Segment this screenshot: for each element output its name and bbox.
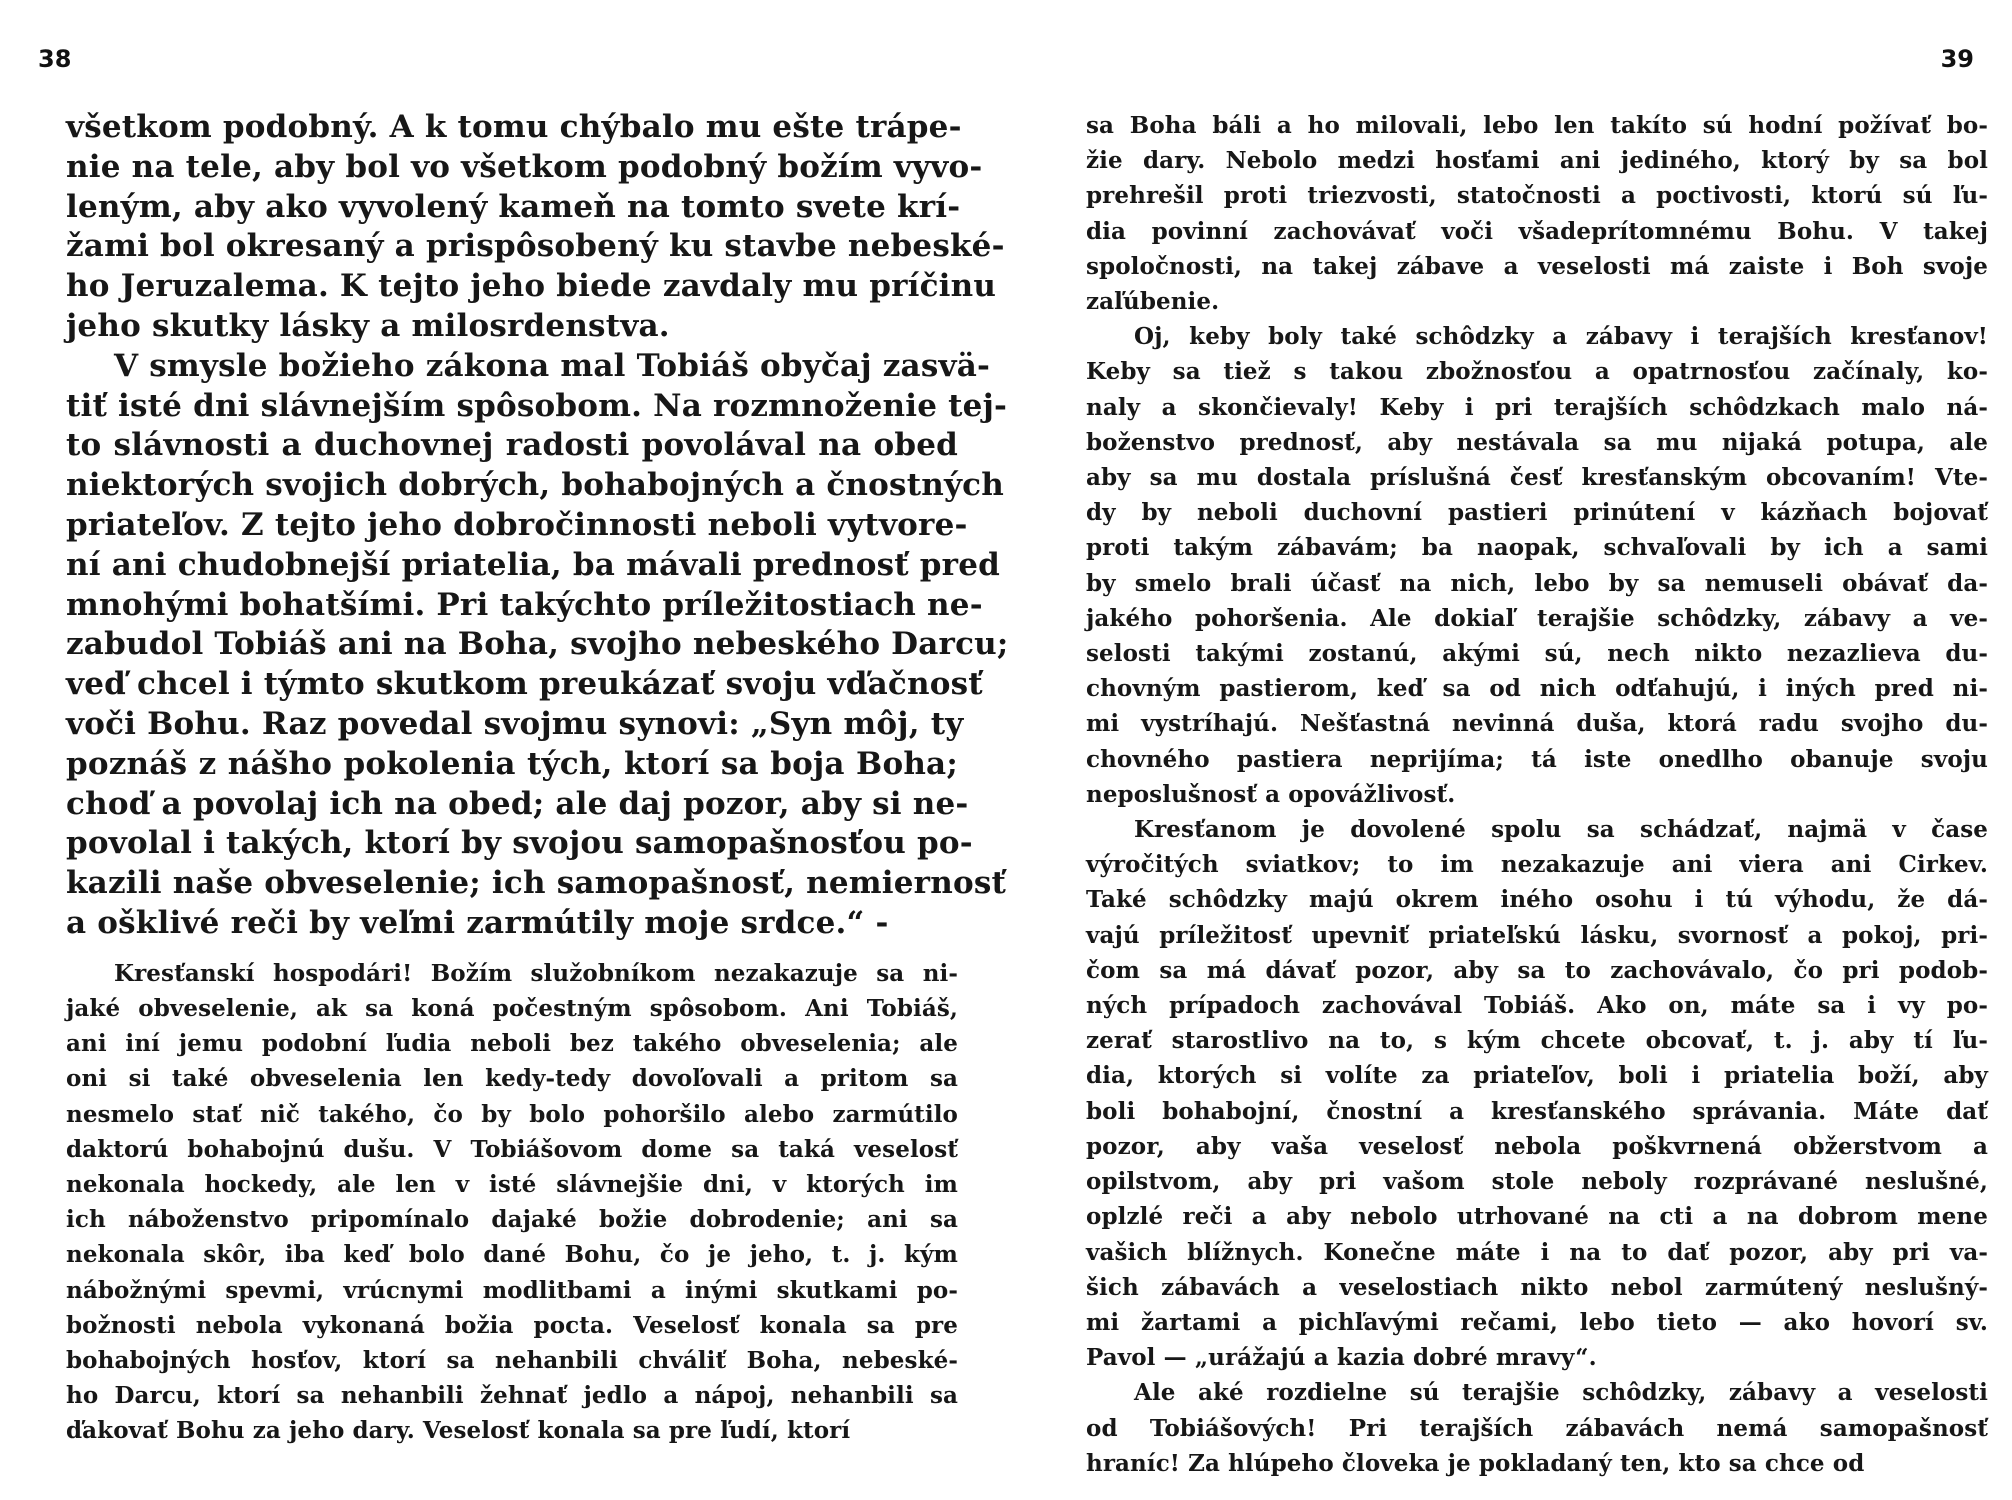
text-line: šich zábavách a veselostiach nikto nebol zarmútený neslušný- <box>1086 1273 1988 1301</box>
text-line: to slávnosti a duchovnej radosti povolával na obed <box>66 427 958 464</box>
page-text <box>66 108 1009 1449</box>
text-line: vašich blížnych. Konečne máte i na to dať pozor, aby pri va- <box>1086 1238 1988 1266</box>
text-line: zerať starostlivo na to, s kým chcete obcovať, t. j. aby tí ľu- <box>1086 1027 1988 1055</box>
text-line: Také schôdzky majú okrem iného osohu i tú výhodu, že dá- <box>1086 886 1988 914</box>
text-line: by smelo brali účasť na nich, lebo by sa nemuseli obávať da- <box>1086 569 1988 597</box>
text-line: ich náboženstvo pripomínalo dajaké božie dobrodenie; ani sa <box>66 1206 958 1234</box>
text-line: zabudol Tobiáš ani na Boha, svojho nebeského Darcu; <box>66 626 1009 663</box>
text-line: žami bol okresaný a prispôsobený ku stavbe nebeské- <box>66 228 1005 265</box>
text-line: nábožnými spevmi, vrúcnymi modlitbami a inými skutkami po- <box>66 1276 958 1304</box>
text-line: Oj, keby boly také schôdzky a zábavy i terajších kresťanov! <box>1134 323 1988 351</box>
paragraph <box>1086 812 1988 1375</box>
text-line: naly a skončievaly! Keby i pri terajších schôdzkach malo ná- <box>1086 393 1988 421</box>
text-line: nekonala hockedy, ale len v isté slávnejšie dni, v ktorých im <box>66 1170 958 1198</box>
page-number: 38 <box>38 45 72 73</box>
text-line: oni si také obveselenia len kedy-tedy dovoľovali a pritom sa <box>66 1065 958 1093</box>
text-line: ho Darcu, ktorí sa nehanbili žehnať jedlo a nápoj, nehanbili sa <box>66 1382 958 1410</box>
text-line: poznáš z nášho pokolenia tých, ktorí sa boja Boha; <box>66 745 958 782</box>
text-line: vajú príležitosť upevniť priateľskú lásku, svornosť a pokoj, pri- <box>1086 921 1988 949</box>
text-line: kazili naše obveselenie; ich samopašnosť, nemiernosť <box>66 865 1006 902</box>
text-line: ných prípadoch zachovával Tobiáš. Ako on, máte sa i vy po- <box>1086 992 1988 1020</box>
text-line: ani iní jemu podobní ľudia neboli bez takého obveselenia; ale <box>66 1030 958 1058</box>
text-line: selosti takými zostanú, akými sú, nech nikto nezazlieva du- <box>1086 640 1988 668</box>
text-line: bohabojných hosťov, ktorí sa nehanbili chváliť Boha, nebeské- <box>66 1346 958 1374</box>
text-line: proti takým zábavám; ba naopak, schvaľovali by ich a sami <box>1086 534 1988 562</box>
text-line: jakého pohoršenia. Ale dokiaľ terajšie schôdzky, zábavy a ve- <box>1086 604 1988 632</box>
text-line: priateľov. Z tejto jeho dobročinnosti neboli vytvore- <box>66 506 968 543</box>
text-line: Kresťanom je dovolené spolu sa schádzať, najmä v čase <box>1134 816 1988 844</box>
small-print-section <box>1086 108 1988 1481</box>
text-line: boženstvo prednosť, aby nestávala sa mu nijaká potupa, ale <box>1086 428 1988 456</box>
text-line: nie na tele, aby bol vo všetkom podobný božím vyvo- <box>66 148 983 185</box>
text-line: prehrešil proti triezvosti, statočnosti a poctivosti, ktorú sú ľu- <box>1086 182 1988 210</box>
text-line: oplzlé reči a aby nebolo utrhované na cti a na dobrom mene <box>1086 1203 1988 1231</box>
text-line: božnosti nebola vykonaná božia pocta. Veselosť konala sa pre <box>66 1311 958 1339</box>
text-line: ďakovať Bohu za jeho dary. Veselosť konala sa pre ľudí, ktorí <box>66 1417 851 1445</box>
text-line: sa Boha báli a ho milovali, lebo len takíto sú hodní požívať bo- <box>1086 112 1988 139</box>
page-text <box>1086 108 1988 1481</box>
small-print-section <box>66 956 958 1449</box>
text-line: niektorých svojich dobrých, bohabojných a čnostných <box>66 467 1004 504</box>
section-gap <box>66 944 958 956</box>
text-line: čom sa má dávať pozor, aby sa to zachovávalo, čo pri podob- <box>1086 956 1988 984</box>
text-line: Ale aké rozdielne sú terajšie schôdzky, zábavy a veselosti <box>1134 1379 1988 1407</box>
text-line: od Tobiášových! Pri terajších zábavách nemá samopašnosť <box>1086 1414 1988 1442</box>
paragraph <box>1086 1375 1988 1481</box>
text-line: jaké obveselenie, ak sa koná počestným spôsobom. Ani Tobiáš, <box>66 994 958 1022</box>
text-line: povolal i takých, ktorí by svojou samopašnosťou po- <box>66 825 973 862</box>
text-line: ní ani chudobnejší priatelia, ba mávali prednosť pred <box>66 546 1001 583</box>
text-line: žie dary. Nebolo medzi hosťami ani jediného, ktorý by sa bol <box>1086 147 1988 175</box>
text-line: daktorú bohabojnú dušu. V Tobiášovom dome sa taká veselosť <box>66 1135 958 1163</box>
text-line: pozor, aby vaša veselosť nebola poškvrnená obžerstvom a <box>1086 1132 1988 1160</box>
text-line: spoločnosti, na takej zábave a veselosti má zaiste i Boh svoje <box>1086 252 1988 280</box>
text-line: hraníc! Za hlúpeho človeka je pokladaný ten, kto sa chce od <box>1086 1449 1865 1477</box>
text-line: mnohými bohatšími. Pri takýchto príležitostiach ne- <box>66 586 983 623</box>
text-line: veď chcel i týmto skutkom preukázať svoju vďačnosť <box>66 666 983 703</box>
text-line: Pavol — „urážajú a kazia dobré mravy“. <box>1086 1344 1597 1372</box>
text-line: ho Jeruzalema. K tejto jeho biede zavdaly mu príčinu <box>66 268 997 305</box>
text-line: Kresťanskí hospodári! Božím služobníkom nezakazuje sa ni- <box>114 959 958 987</box>
right-page <box>1006 0 2012 1500</box>
text-line: dia povinní zachovávať voči všadeprítomnému Bohu. V takej <box>1086 217 1988 245</box>
text-line: opilstvom, aby pri vašom stole neboly rozprávané neslušné, <box>1086 1168 1988 1196</box>
text-line: leným, aby ako vyvolený kameň na tomto svete krí- <box>66 188 961 225</box>
text-line: nekonala skôr, iba keď bolo dané Bohu, čo je jeho, t. j. kým <box>66 1241 958 1269</box>
text-line: neposlušnosť a opovážlivosť. <box>1086 780 1456 808</box>
text-line: zaľúbenie. <box>1086 288 1220 316</box>
paragraph <box>1086 319 1988 812</box>
text-line: V smysle božieho zákona mal Tobiáš obyčaj zasvä- <box>114 347 991 384</box>
paragraph <box>66 956 958 1449</box>
page-number: 39 <box>1940 45 1974 73</box>
text-line: mi vystríhajú. Nešťastná nevinná duša, ktorá radu svojho du- <box>1086 710 1988 738</box>
text-line: všetkom podobný. A k tomu chýbalo mu ešte trápe- <box>66 109 962 145</box>
text-line: chovným pastierom, keď sa od nich odťahujú, i iných pred ni- <box>1086 675 1988 703</box>
text-line: boli bohabojní, čnostní a kresťanského správania. Máte dať <box>1086 1097 1988 1125</box>
text-line: voči Bohu. Raz povedal svojmu synovi: „Syn môj, ty <box>66 705 964 742</box>
text-line: choď a povolaj ich na obed; ale daj pozor, aby si ne- <box>66 785 969 822</box>
text-line: a ošklivé reči by veľmi zarmútily moje srdce.“ - <box>66 904 889 941</box>
text-line: chovného pastiera neprijíma; tá iste onedlho obanuje svoju <box>1086 745 1988 773</box>
text-line: aby sa mu dostala príslušná česť kresťanským obcovaním! Vte- <box>1086 464 1988 492</box>
paragraph <box>1086 108 1988 319</box>
text-line: nesmelo stať nič takého, čo by bolo pohoršilo alebo zarmútilo <box>66 1100 958 1128</box>
text-line: jeho skutky lásky a milosrdenstva. <box>66 307 670 344</box>
text-line: dia, ktorých si volíte za priateľov, boli i priatelia boží, aby <box>1086 1062 1988 1090</box>
text-line: výročitých sviatkov; to im nezakazuje ani viera ani Cirkev. <box>1086 851 1988 879</box>
text-line: dy by neboli duchovní pastieri prinútení v kázňach bojovať <box>1086 499 1988 527</box>
paragraph <box>66 347 1009 944</box>
large-print-section <box>66 108 1009 944</box>
text-line: tiť isté dni slávnejším spôsobom. Na rozmnoženie tej- <box>66 387 1008 424</box>
text-line: Keby sa tiež s takou zbožnosťou a opatrnosťou začínaly, ko- <box>1086 358 1988 386</box>
text-line: mi žartami a pichľavými rečami, lebo tieto — ako hovorí sv. <box>1086 1308 1988 1336</box>
paragraph <box>66 108 1005 347</box>
